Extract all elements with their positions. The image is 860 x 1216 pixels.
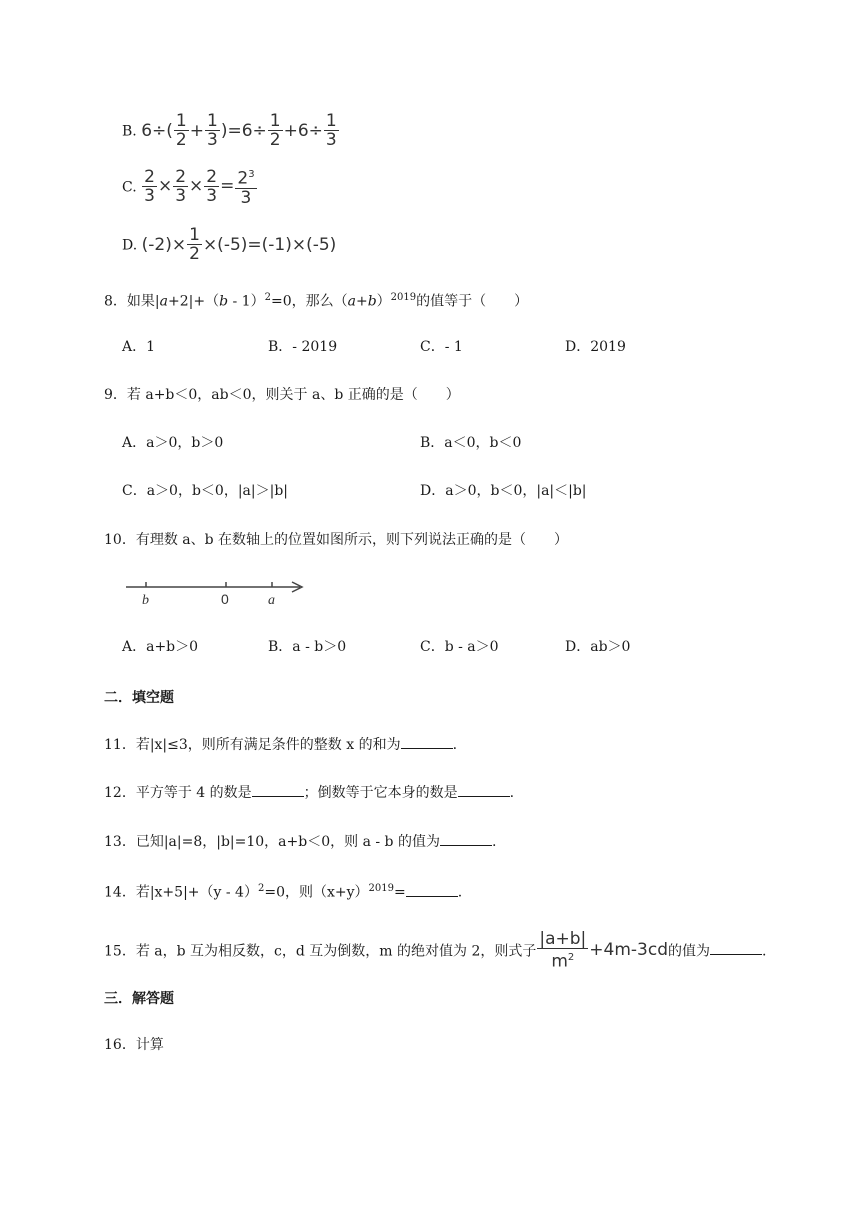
q15-expression [536, 929, 668, 972]
numerator: 2 [175, 166, 187, 187]
text: . [491, 834, 497, 850]
exponent: 2019 [390, 292, 417, 303]
fraction [324, 112, 339, 149]
fraction [174, 112, 189, 149]
times-sign: × [189, 176, 204, 197]
exponent: 2 [567, 952, 575, 963]
text: = [393, 884, 406, 901]
answer-blank[interactable] [406, 882, 458, 897]
option-label: C. [122, 179, 137, 196]
text: =0，则（x+y） [264, 884, 369, 901]
answer-blank[interactable] [458, 782, 510, 797]
expr-part: ×(-5)=(-1)×(-5) [202, 234, 337, 255]
base: 2 [237, 168, 249, 189]
question-9: 9．若 a+b＜0，ab＜0，则关于 a、b 正确的是（ ） [104, 387, 460, 403]
question-11 [104, 734, 457, 755]
text: . [509, 785, 515, 801]
denominator [537, 949, 588, 971]
q7-d-expression [141, 225, 337, 264]
text: ） [376, 293, 391, 310]
text: 11．若|x|≤3，则所有满足条件的整数 x 的和为 [104, 737, 401, 753]
fraction [173, 168, 188, 205]
expr-part: +6÷ [283, 120, 323, 141]
numerator: 1 [175, 111, 187, 131]
option-label: B. [122, 123, 137, 140]
answer-blank[interactable] [401, 734, 453, 749]
option-label: D. [122, 237, 138, 254]
label-b: b [142, 593, 149, 608]
var: a [347, 293, 356, 310]
q8-option-a: A．1 [122, 339, 156, 355]
denominator: 3 [144, 185, 155, 206]
q7-option-b [122, 112, 340, 149]
q8-option-c: C．- 1 [420, 339, 463, 355]
question-13 [104, 831, 496, 852]
denominator: 2 [175, 130, 187, 150]
question-10: 10．有理数 a、b 在数轴上的位置如图所示，则下列说法正确的是（ ） [104, 532, 569, 548]
text: 14．若|x+5|+（y - 4） [104, 884, 258, 901]
exponent: 2 [257, 883, 265, 894]
fraction [537, 930, 588, 971]
fraction [187, 226, 202, 263]
expr-part: +4m-3cd [589, 940, 668, 961]
question-15 [104, 930, 766, 971]
q7-c-expression [141, 166, 257, 208]
denominator: 2 [189, 244, 200, 264]
expr-part: (-2)× [141, 234, 187, 255]
answer-blank[interactable] [710, 940, 762, 955]
text: 13．已知|a|=8，|b|=10，a+b＜0，则 a - b 的值为 [104, 834, 440, 850]
q7-option-d [122, 226, 336, 263]
text: 的值等于（ ） [416, 293, 529, 310]
question-14 [104, 879, 462, 903]
denominator: 2 [269, 130, 281, 150]
text: 的值为 [668, 943, 710, 960]
text: 15．若 a，b 互为相反数，c，d 互为倒数，m 的绝对值为 2，则式子 [104, 943, 537, 960]
expr-part: )=6÷ [220, 120, 267, 141]
base: m [551, 951, 568, 972]
q9-option-d: D．a＞0，b＜0，|a|＜|b| [420, 483, 587, 499]
numerator: 2 [206, 166, 218, 187]
numerator: 1 [269, 111, 281, 131]
label-a: a [268, 593, 275, 608]
text: =0，那么（ [270, 293, 348, 310]
var: b [219, 293, 229, 310]
text: 12．平方等于 4 的数是 [104, 785, 252, 801]
answer-blank[interactable] [252, 782, 304, 797]
numerator: 1 [206, 111, 218, 131]
text: + [355, 293, 368, 310]
denominator: 3 [175, 185, 187, 206]
fraction [204, 168, 219, 205]
var: b [367, 293, 377, 310]
exponent: 2 [264, 292, 271, 303]
label-zero: 0 [221, 591, 229, 607]
q10-option-c: C．b - a＞0 [420, 639, 499, 655]
section-heading-fill-in: 二．填空题 [104, 690, 174, 706]
equals-sign: = [220, 176, 235, 197]
section-heading-solutions: 三．解答题 [104, 991, 174, 1007]
fraction [142, 168, 157, 205]
question-16: 16．计算 [104, 1037, 164, 1053]
exponent: 2019 [368, 883, 394, 894]
fraction [205, 112, 220, 149]
text: . [457, 884, 463, 901]
var: a [159, 293, 168, 310]
denominator: 3 [206, 130, 218, 150]
answer-blank[interactable] [440, 831, 492, 846]
q9-option-b: B．a＜0，b＜0 [420, 435, 522, 451]
question-8 [104, 288, 528, 312]
numerator: |a+b| [539, 929, 587, 949]
q10-option-d: D．ab＞0 [565, 639, 631, 655]
fraction [268, 112, 283, 149]
fraction [235, 166, 256, 207]
text: . [762, 943, 767, 960]
text: ；倒数等于它本身的数是 [303, 785, 458, 801]
denominator: 3 [240, 187, 252, 208]
question-12 [104, 782, 514, 803]
denominator: 3 [206, 185, 218, 206]
denominator: 3 [325, 130, 337, 150]
text: - 1） [228, 293, 265, 310]
q10-option-b: B．a - b＞0 [268, 639, 347, 655]
text: +2|+（ [167, 293, 220, 310]
times-sign: × [157, 176, 173, 197]
q9-option-a: A．a＞0，b＞0 [122, 435, 224, 451]
numerator: 1 [189, 225, 200, 245]
q7-b-expression: 6÷( $\frac{1}{2}$ + $\frac{1}{3}$ )=6÷ $\frac{1}{2}$ +6÷ $\frac{1}{3}$ [141, 111, 337, 150]
numerator [235, 166, 256, 189]
q7-option-c [122, 166, 258, 207]
q10-option-a: A．a+b＞0 [122, 639, 199, 655]
exponent: 3 [248, 169, 255, 180]
number-line-figure [122, 578, 312, 608]
numerator: 1 [325, 111, 337, 131]
text: 8．如果| [104, 293, 160, 310]
q8-option-d: D．2019 [565, 339, 626, 355]
numerator: 2 [144, 166, 155, 187]
expr-part: 6÷( [141, 120, 173, 141]
text: . [452, 737, 458, 753]
q9-option-c: C．a＞0，b＜0，|a|＞|b| [122, 483, 289, 499]
q8-option-b: B．- 2019 [268, 339, 338, 355]
